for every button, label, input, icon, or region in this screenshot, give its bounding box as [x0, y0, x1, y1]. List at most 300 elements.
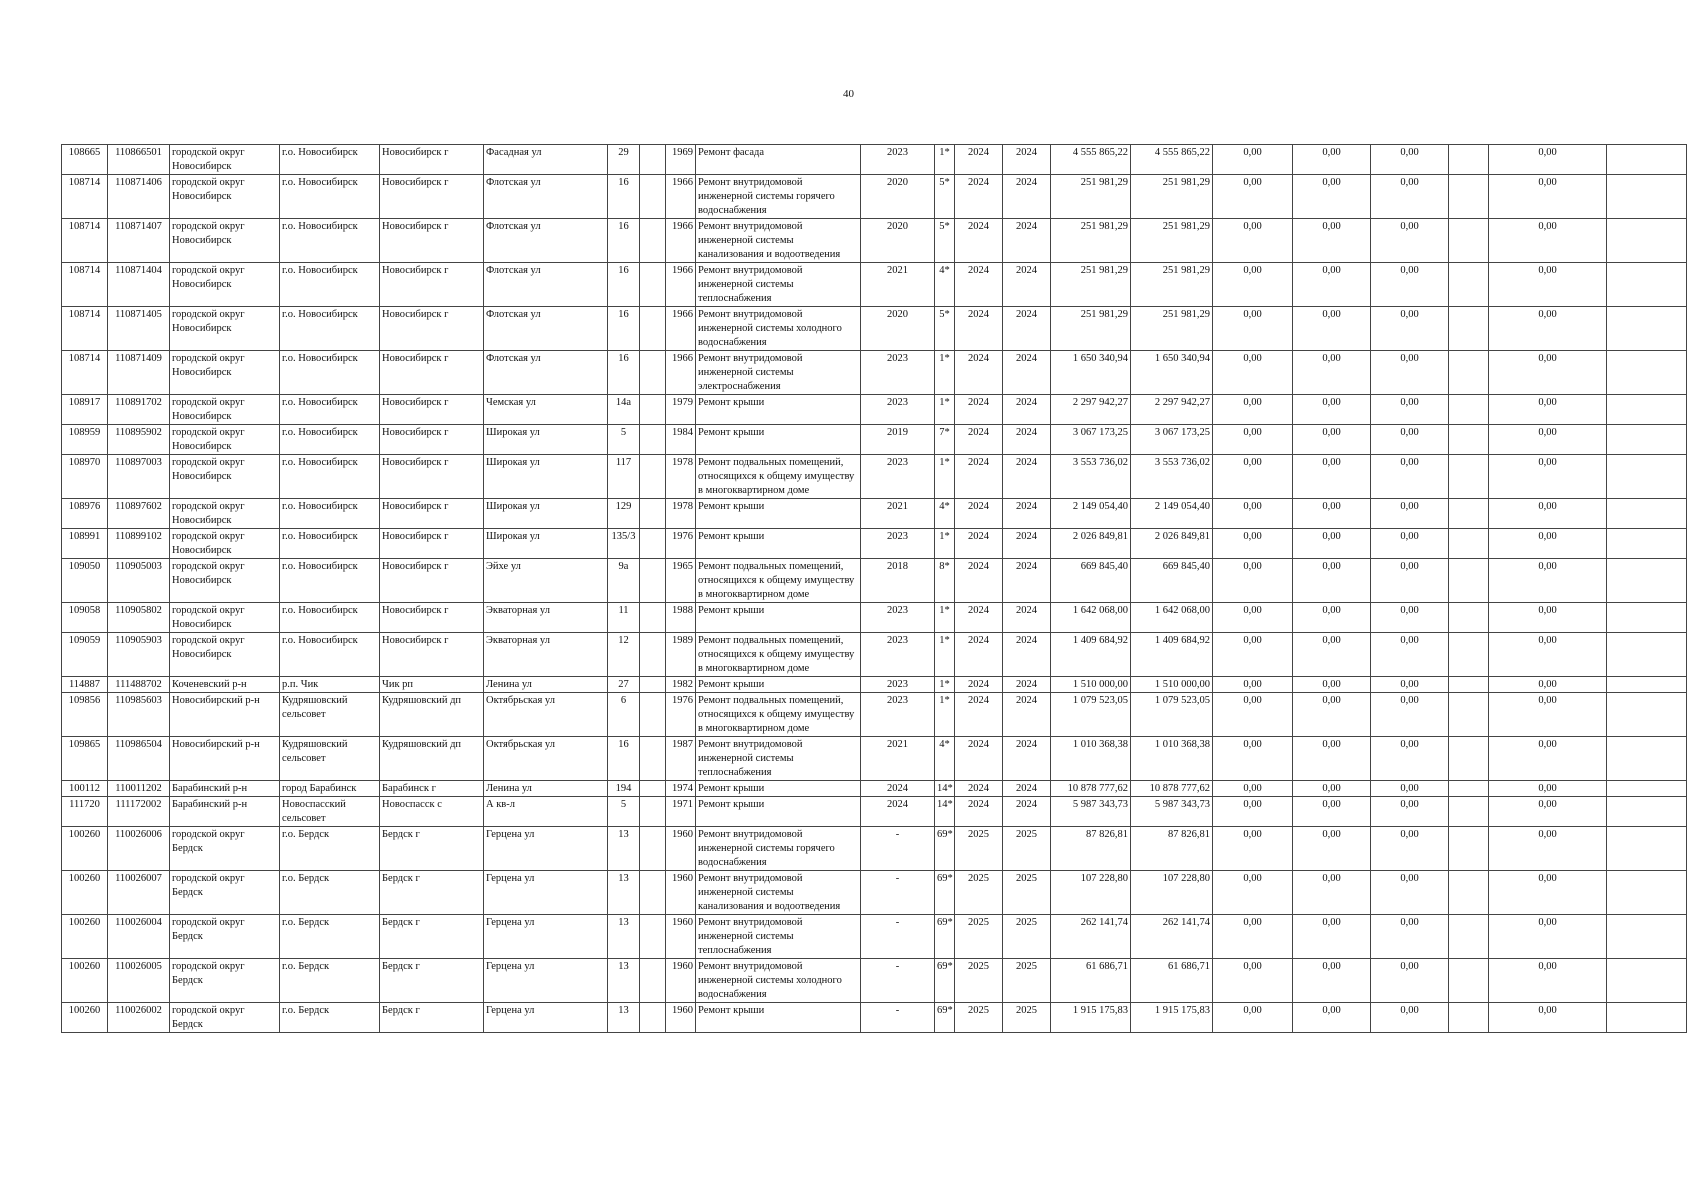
cell-year-plan-from: 2024 [955, 797, 1003, 827]
cell-year-built: 1960 [666, 959, 696, 1003]
cell-year-last: - [861, 871, 935, 915]
cell-settlement: город Барабинск [280, 781, 380, 797]
cell-value-2: 0,00 [1293, 455, 1371, 499]
cell-code: 110026004 [108, 915, 170, 959]
cell-year-built: 1966 [666, 175, 696, 219]
table-row [62, 307, 1687, 351]
cell-empty [640, 781, 666, 797]
cell-empty [1449, 633, 1489, 677]
cell-year-built: 1978 [666, 499, 696, 529]
cell-priority: 8* [935, 559, 955, 603]
cell-value-2: 0,00 [1293, 603, 1371, 633]
cell-empty [1607, 915, 1687, 959]
cell-municipality: Новосибирский р-н [170, 693, 280, 737]
cell-code: 110895902 [108, 425, 170, 455]
cell-house: 129 [608, 499, 640, 529]
cell-empty [640, 915, 666, 959]
cell-empty [640, 455, 666, 499]
cell-id: 114887 [62, 677, 108, 693]
cell-cost-total: 1 915 175,83 [1051, 1003, 1131, 1033]
cell-code: 110986504 [108, 737, 170, 781]
cell-value-3: 0,00 [1371, 263, 1449, 307]
cell-house: 194 [608, 781, 640, 797]
cell-id: 100260 [62, 1003, 108, 1033]
cell-cost-fund: 2 026 849,81 [1131, 529, 1213, 559]
cell-year-built: 1984 [666, 425, 696, 455]
cell-cost-fund: 1 079 523,05 [1131, 693, 1213, 737]
table-row [62, 871, 1687, 915]
cell-value-1: 0,00 [1213, 145, 1293, 175]
cell-id: 109856 [62, 693, 108, 737]
cell-cost-total: 251 981,29 [1051, 263, 1131, 307]
cell-priority: 1* [935, 693, 955, 737]
cell-value-4: 0,00 [1489, 145, 1607, 175]
cell-code: 110897003 [108, 455, 170, 499]
cell-street: Флотская ул [484, 351, 608, 395]
cell-municipality: городской округ Бердск [170, 1003, 280, 1033]
cell-cost-fund: 251 981,29 [1131, 263, 1213, 307]
cell-settlement: г.о. Бердск [280, 827, 380, 871]
cell-id: 100112 [62, 781, 108, 797]
cell-locality: Кудряшовский дп [380, 693, 484, 737]
table-row [62, 781, 1687, 797]
cell-street: Флотская ул [484, 307, 608, 351]
cell-year-plan-to: 2024 [1003, 145, 1051, 175]
cell-value-3: 0,00 [1371, 529, 1449, 559]
cell-year-built: 1966 [666, 263, 696, 307]
cell-house: 16 [608, 175, 640, 219]
cell-municipality: городской округ Новосибирск [170, 499, 280, 529]
cell-year-plan-from: 2024 [955, 145, 1003, 175]
cell-street: Широкая ул [484, 425, 608, 455]
cell-code: 111488702 [108, 677, 170, 693]
cell-work-type: Ремонт подвальных помещений, относящихся к общему имуществу в многоквартирном доме [696, 455, 861, 499]
cell-value-1: 0,00 [1213, 959, 1293, 1003]
cell-value-2: 0,00 [1293, 1003, 1371, 1033]
table-row [62, 263, 1687, 307]
cell-value-1: 0,00 [1213, 425, 1293, 455]
cell-year-plan-from: 2024 [955, 693, 1003, 737]
cell-empty [1607, 175, 1687, 219]
cell-value-1: 0,00 [1213, 827, 1293, 871]
cell-locality: Новосибирск г [380, 425, 484, 455]
table-row [62, 425, 1687, 455]
cell-street: Флотская ул [484, 175, 608, 219]
cell-street: Октябрьская ул [484, 737, 608, 781]
cell-cost-total: 251 981,29 [1051, 175, 1131, 219]
cell-locality: Новосибирск г [380, 263, 484, 307]
cell-priority: 4* [935, 499, 955, 529]
cell-id: 109059 [62, 633, 108, 677]
cell-id: 111720 [62, 797, 108, 827]
cell-cost-total: 3 553 736,02 [1051, 455, 1131, 499]
cell-cost-total: 1 510 000,00 [1051, 677, 1131, 693]
cell-municipality: Барабинский р-н [170, 781, 280, 797]
cell-value-4: 0,00 [1489, 499, 1607, 529]
cell-value-3: 0,00 [1371, 351, 1449, 395]
cell-id: 108917 [62, 395, 108, 425]
cell-municipality: Барабинский р-н [170, 797, 280, 827]
cell-cost-fund: 669 845,40 [1131, 559, 1213, 603]
cell-value-3: 0,00 [1371, 499, 1449, 529]
cell-year-last: 2020 [861, 219, 935, 263]
cell-street: Октябрьская ул [484, 693, 608, 737]
cell-settlement: г.о. Новосибирск [280, 263, 380, 307]
cell-empty [1449, 351, 1489, 395]
cell-year-plan-from: 2024 [955, 351, 1003, 395]
cell-value-1: 0,00 [1213, 737, 1293, 781]
cell-code: 110899102 [108, 529, 170, 559]
cell-cost-total: 262 141,74 [1051, 915, 1131, 959]
cell-value-4: 0,00 [1489, 781, 1607, 797]
cell-empty [1449, 677, 1489, 693]
cell-cost-fund: 4 555 865,22 [1131, 145, 1213, 175]
cell-priority: 5* [935, 175, 955, 219]
cell-value-4: 0,00 [1489, 263, 1607, 307]
cell-municipality: городской округ Новосибирск [170, 219, 280, 263]
cell-empty [1607, 499, 1687, 529]
cell-empty [1449, 693, 1489, 737]
cell-id: 109058 [62, 603, 108, 633]
cell-year-plan-to: 2024 [1003, 781, 1051, 797]
cell-priority: 1* [935, 677, 955, 693]
table-row [62, 693, 1687, 737]
cell-value-1: 0,00 [1213, 693, 1293, 737]
cell-empty [640, 559, 666, 603]
cell-cost-fund: 2 149 054,40 [1131, 499, 1213, 529]
cell-year-plan-from: 2024 [955, 781, 1003, 797]
cell-settlement: г.о. Новосибирск [280, 603, 380, 633]
cell-year-plan-to: 2024 [1003, 633, 1051, 677]
cell-empty [1449, 959, 1489, 1003]
cell-settlement: Новоспасский сельсовет [280, 797, 380, 827]
cell-house: 5 [608, 797, 640, 827]
cell-value-1: 0,00 [1213, 175, 1293, 219]
cell-value-3: 0,00 [1371, 677, 1449, 693]
cell-priority: 7* [935, 425, 955, 455]
cell-year-plan-from: 2024 [955, 603, 1003, 633]
cell-settlement: Кудряшовский сельсовет [280, 737, 380, 781]
cell-cost-total: 2 297 942,27 [1051, 395, 1131, 425]
cell-house: 5 [608, 425, 640, 455]
cell-house: 9а [608, 559, 640, 603]
cell-id: 109865 [62, 737, 108, 781]
cell-locality: Бердск г [380, 1003, 484, 1033]
cell-locality: Чик рп [380, 677, 484, 693]
cell-year-plan-from: 2025 [955, 1003, 1003, 1033]
cell-municipality: городской округ Новосибирск [170, 559, 280, 603]
cell-house: 14а [608, 395, 640, 425]
cell-value-2: 0,00 [1293, 307, 1371, 351]
cell-value-2: 0,00 [1293, 425, 1371, 455]
cell-value-1: 0,00 [1213, 307, 1293, 351]
table-row [62, 219, 1687, 263]
cell-locality: Бердск г [380, 959, 484, 1003]
cell-year-last: 2023 [861, 145, 935, 175]
cell-year-last: 2024 [861, 797, 935, 827]
cell-value-4: 0,00 [1489, 455, 1607, 499]
register-body [62, 145, 1687, 1033]
cell-value-1: 0,00 [1213, 499, 1293, 529]
cell-empty [1607, 1003, 1687, 1033]
cell-value-4: 0,00 [1489, 693, 1607, 737]
cell-code: 110871404 [108, 263, 170, 307]
cell-municipality: городской округ Бердск [170, 959, 280, 1003]
table-row [62, 959, 1687, 1003]
cell-id: 108714 [62, 219, 108, 263]
cell-id: 108991 [62, 529, 108, 559]
cell-year-last: 2021 [861, 263, 935, 307]
cell-priority: 4* [935, 737, 955, 781]
cell-year-plan-to: 2024 [1003, 263, 1051, 307]
cell-year-last: 2023 [861, 677, 935, 693]
cell-value-1: 0,00 [1213, 559, 1293, 603]
cell-empty [1607, 263, 1687, 307]
cell-year-plan-to: 2024 [1003, 499, 1051, 529]
cell-priority: 69* [935, 1003, 955, 1033]
cell-settlement: г.о. Новосибирск [280, 529, 380, 559]
cell-locality: Новосибирск г [380, 145, 484, 175]
cell-year-plan-to: 2025 [1003, 827, 1051, 871]
cell-value-4: 0,00 [1489, 351, 1607, 395]
cell-work-type: Ремонт крыши [696, 797, 861, 827]
cell-cost-fund: 251 981,29 [1131, 219, 1213, 263]
cell-empty [640, 395, 666, 425]
cell-year-built: 1974 [666, 781, 696, 797]
cell-year-last: - [861, 915, 935, 959]
cell-empty [1449, 529, 1489, 559]
cell-municipality: городской округ Новосибирск [170, 145, 280, 175]
cell-year-plan-from: 2025 [955, 871, 1003, 915]
cell-work-type: Ремонт внутридомовой инженерной системы горячего водоснабжения [696, 827, 861, 871]
cell-priority: 1* [935, 351, 955, 395]
cell-cost-fund: 61 686,71 [1131, 959, 1213, 1003]
cell-value-4: 0,00 [1489, 797, 1607, 827]
cell-id: 109050 [62, 559, 108, 603]
cell-year-last: - [861, 959, 935, 1003]
cell-cost-total: 1 010 368,38 [1051, 737, 1131, 781]
cell-locality: Новосибирск г [380, 499, 484, 529]
cell-year-built: 1966 [666, 219, 696, 263]
cell-year-built: 1979 [666, 395, 696, 425]
cell-empty [640, 737, 666, 781]
cell-locality: Новосибирск г [380, 395, 484, 425]
cell-work-type: Ремонт внутридомовой инженерной системы теплоснабжения [696, 263, 861, 307]
cell-house: 16 [608, 263, 640, 307]
cell-priority: 1* [935, 603, 955, 633]
cell-empty [1607, 351, 1687, 395]
cell-year-plan-from: 2024 [955, 455, 1003, 499]
cell-empty [640, 1003, 666, 1033]
cell-cost-total: 107 228,80 [1051, 871, 1131, 915]
table-row [62, 1003, 1687, 1033]
cell-year-built: 1978 [666, 455, 696, 499]
cell-empty [1607, 455, 1687, 499]
cell-locality: Бердск г [380, 915, 484, 959]
cell-year-plan-from: 2024 [955, 499, 1003, 529]
cell-value-3: 0,00 [1371, 395, 1449, 425]
cell-empty [1607, 871, 1687, 915]
cell-code: 110905903 [108, 633, 170, 677]
cell-street: Экваторная ул [484, 603, 608, 633]
cell-municipality: городской округ Бердск [170, 827, 280, 871]
cell-municipality: городской округ Новосибирск [170, 603, 280, 633]
cell-cost-fund: 3 553 736,02 [1131, 455, 1213, 499]
cell-empty [640, 677, 666, 693]
cell-priority: 1* [935, 455, 955, 499]
cell-code: 111172002 [108, 797, 170, 827]
cell-empty [1449, 263, 1489, 307]
cell-house: 29 [608, 145, 640, 175]
cell-year-last: 2020 [861, 307, 935, 351]
cell-empty [1449, 737, 1489, 781]
cell-year-built: 1966 [666, 307, 696, 351]
cell-value-1: 0,00 [1213, 219, 1293, 263]
cell-year-last: 2023 [861, 603, 935, 633]
cell-year-plan-to: 2025 [1003, 915, 1051, 959]
cell-code: 110866501 [108, 145, 170, 175]
cell-code: 110011202 [108, 781, 170, 797]
cell-empty [1607, 529, 1687, 559]
cell-house: 16 [608, 351, 640, 395]
cell-value-2: 0,00 [1293, 263, 1371, 307]
cell-locality: Барабинск г [380, 781, 484, 797]
cell-cost-total: 1 650 340,94 [1051, 351, 1131, 395]
cell-year-last: 2023 [861, 455, 935, 499]
cell-work-type: Ремонт внутридомовой инженерной системы канализования и водоотведения [696, 871, 861, 915]
cell-code: 110871405 [108, 307, 170, 351]
cell-year-last: 2021 [861, 499, 935, 529]
cell-cost-total: 87 826,81 [1051, 827, 1131, 871]
cell-value-1: 0,00 [1213, 351, 1293, 395]
cell-year-plan-to: 2024 [1003, 219, 1051, 263]
cell-empty [1449, 871, 1489, 915]
cell-street: Ленина ул [484, 677, 608, 693]
cell-work-type: Ремонт внутридомовой инженерной системы теплоснабжения [696, 737, 861, 781]
cell-year-last: 2023 [861, 395, 935, 425]
cell-work-type: Ремонт крыши [696, 499, 861, 529]
cell-empty [1449, 603, 1489, 633]
cell-value-1: 0,00 [1213, 781, 1293, 797]
cell-year-plan-to: 2025 [1003, 1003, 1051, 1033]
cell-municipality: Новосибирский р-н [170, 737, 280, 781]
cell-cost-fund: 251 981,29 [1131, 175, 1213, 219]
cell-id: 108714 [62, 307, 108, 351]
cell-street: Герцена ул [484, 871, 608, 915]
cell-code: 110985603 [108, 693, 170, 737]
cell-empty [1449, 219, 1489, 263]
cell-settlement: г.о. Новосибирск [280, 455, 380, 499]
cell-id: 100260 [62, 915, 108, 959]
cell-year-plan-to: 2024 [1003, 395, 1051, 425]
cell-empty [640, 219, 666, 263]
cell-municipality: городской округ Новосибирск [170, 633, 280, 677]
cell-cost-fund: 1 010 368,38 [1131, 737, 1213, 781]
cell-municipality: городской округ Новосибирск [170, 529, 280, 559]
page-number: 40 [843, 88, 854, 100]
cell-code: 110891702 [108, 395, 170, 425]
cell-value-1: 0,00 [1213, 529, 1293, 559]
cell-cost-fund: 5 987 343,73 [1131, 797, 1213, 827]
cell-empty [1449, 455, 1489, 499]
cell-value-1: 0,00 [1213, 395, 1293, 425]
cell-id: 108714 [62, 351, 108, 395]
cell-year-built: 1982 [666, 677, 696, 693]
cell-house: 13 [608, 915, 640, 959]
cell-value-4: 0,00 [1489, 1003, 1607, 1033]
cell-empty [640, 263, 666, 307]
table-row [62, 455, 1687, 499]
cell-value-3: 0,00 [1371, 871, 1449, 915]
cell-code: 110026006 [108, 827, 170, 871]
cell-street: А кв-л [484, 797, 608, 827]
cell-year-plan-from: 2024 [955, 425, 1003, 455]
cell-value-2: 0,00 [1293, 677, 1371, 693]
table-row [62, 603, 1687, 633]
cell-value-2: 0,00 [1293, 175, 1371, 219]
cell-value-3: 0,00 [1371, 603, 1449, 633]
cell-municipality: городской округ Новосибирск [170, 175, 280, 219]
cell-year-last: 2023 [861, 633, 935, 677]
cell-value-1: 0,00 [1213, 871, 1293, 915]
cell-year-built: 1976 [666, 529, 696, 559]
cell-value-4: 0,00 [1489, 175, 1607, 219]
table-row [62, 915, 1687, 959]
cell-locality: Бердск г [380, 871, 484, 915]
cell-value-2: 0,00 [1293, 737, 1371, 781]
cell-year-built: 1960 [666, 1003, 696, 1033]
cell-house: 16 [608, 219, 640, 263]
cell-empty [1607, 145, 1687, 175]
cell-settlement: г.о. Новосибирск [280, 499, 380, 529]
table-row [62, 395, 1687, 425]
cell-year-plan-to: 2024 [1003, 797, 1051, 827]
cell-street: Широкая ул [484, 455, 608, 499]
cell-work-type: Ремонт крыши [696, 1003, 861, 1033]
cell-empty [640, 425, 666, 455]
cell-municipality: Коченевский р-н [170, 677, 280, 693]
cell-cost-fund: 2 297 942,27 [1131, 395, 1213, 425]
cell-year-plan-to: 2024 [1003, 603, 1051, 633]
cell-year-plan-to: 2024 [1003, 677, 1051, 693]
cell-cost-total: 1 409 684,92 [1051, 633, 1131, 677]
cell-value-1: 0,00 [1213, 633, 1293, 677]
cell-value-1: 0,00 [1213, 1003, 1293, 1033]
cell-settlement: Кудряшовский сельсовет [280, 693, 380, 737]
cell-year-plan-from: 2025 [955, 915, 1003, 959]
cell-year-plan-from: 2024 [955, 737, 1003, 781]
cell-value-4: 0,00 [1489, 395, 1607, 425]
cell-cost-total: 2 149 054,40 [1051, 499, 1131, 529]
cell-work-type: Ремонт подвальных помещений, относящихся к общему имуществу в многоквартирном доме [696, 633, 861, 677]
cell-house: 13 [608, 827, 640, 871]
cell-priority: 1* [935, 145, 955, 175]
cell-work-type: Ремонт крыши [696, 529, 861, 559]
cell-year-plan-to: 2024 [1003, 351, 1051, 395]
table-row [62, 677, 1687, 693]
cell-year-plan-to: 2024 [1003, 425, 1051, 455]
cell-value-2: 0,00 [1293, 959, 1371, 1003]
cell-id: 108714 [62, 175, 108, 219]
cell-year-last: 2023 [861, 351, 935, 395]
cell-value-3: 0,00 [1371, 827, 1449, 871]
cell-year-plan-from: 2025 [955, 827, 1003, 871]
cell-settlement: г.о. Новосибирск [280, 219, 380, 263]
cell-year-plan-to: 2025 [1003, 959, 1051, 1003]
cell-value-2: 0,00 [1293, 529, 1371, 559]
cell-year-built: 1960 [666, 871, 696, 915]
cell-code: 110897602 [108, 499, 170, 529]
